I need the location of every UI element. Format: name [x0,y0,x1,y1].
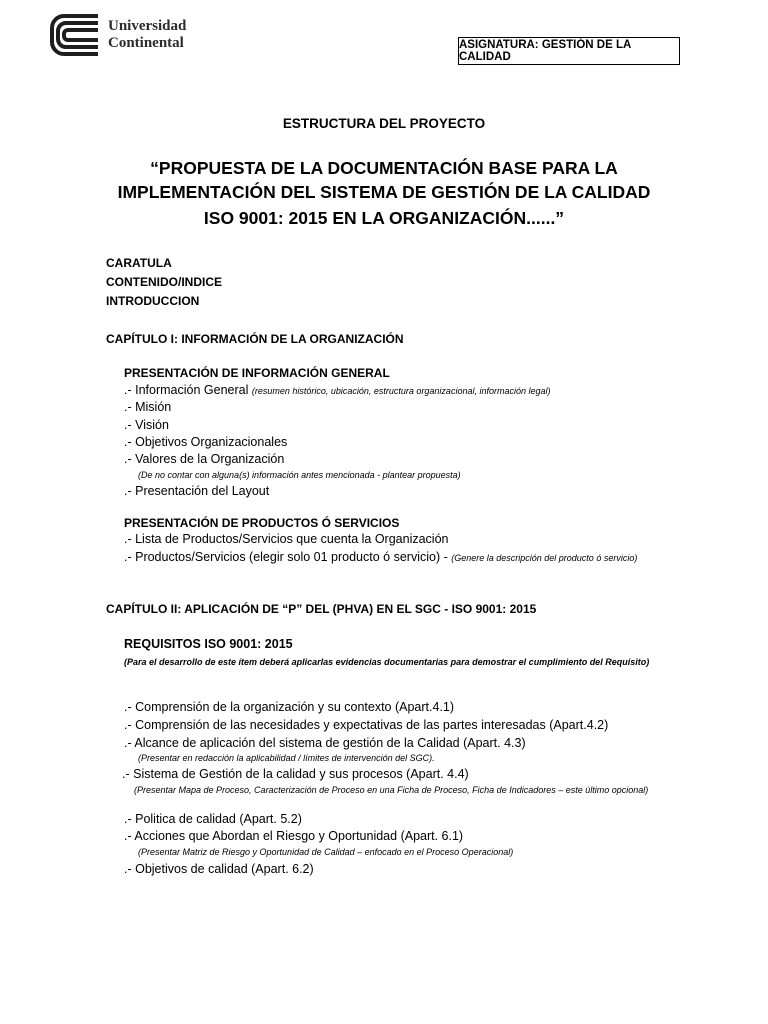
valores-note: (De no contar con alguna(s) información antes mencionada - plantear propuesta) [138,470,461,480]
project-title-line3: ISO 9001: 2015 EN LA ORGANIZACIÓN......” [203,208,565,228]
productos-label: .- Productos/Servicios (elegir solo 01 producto ó servicio) - [124,550,448,564]
info-general-label: .- Información General [124,383,249,397]
riesgo-note: (Presentar Matriz de Riesgo y Oportunidad de Calidad – enfocado en el Proceso Operacional) [138,847,514,857]
list-item-riesgo: .- Acciones que Abordan el Riesgo y Oportunidad (Apart. 6.1) [124,829,464,843]
list-item-politica: .- Politica de calidad (Apart. 5.2) [124,812,302,826]
chapter2-heading: CAPÍTULO II: APLICACIÓN DE “P” DEL (PHVA) EN EL SGC - ISO 9001: 2015 [106,602,537,616]
list-item-partes-interesadas: .- Comprensión de las necesidades y expectativas de las partes interesadas (Apart.4.2) [124,718,609,732]
list-item-info-general [124,383,551,397]
alcance-note: (Presentar en redacción la aplicabilidad / límites de intervención del SGC). [138,753,435,763]
list-item-objetivos: .- Objetivos Organizacionales [124,435,288,449]
front-item-contenido: CONTENIDO/INDICE [106,275,223,289]
university-name-line2: Continental [108,35,184,51]
project-title-line2: IMPLEMENTACIÓN DEL SISTEMA DE GESTIÓN DE LA CALIDAD [117,182,651,202]
list-item-productos [124,550,637,564]
list-item-lista-productos: .- Lista de Productos/Servicios que cuenta la Organización [124,532,449,546]
university-logo-icon [50,12,104,58]
list-item-procesos: .- Sistema de Gestión de la calidad y sus procesos (Apart. 4.4) [122,767,469,781]
list-item-valores: .- Valores de la Organización [124,452,285,466]
list-item-vision: .- Visión [124,418,169,432]
front-item-caratula: CARATULA [106,256,172,270]
list-item-mision: .- Misión [124,400,172,414]
productos-note: (Genere la descripción del producto ó servicio) [451,553,638,563]
list-item-contexto: .- Comprensión de la organización y su contexto (Apart.4.1) [124,700,455,714]
structure-title: ESTRUCTURA DEL PROYECTO [282,116,486,131]
products-heading: PRESENTACIÓN DE PRODUCTOS Ó SERVICIOS [124,516,400,530]
university-name [108,18,186,52]
requirements-note: (Para el desarrollo de este ítem deberá aplicarlas evidencias documentarias para demostrar el cumplimiento del Requisito) [124,657,650,667]
subject-box: ASIGNATURA: GESTIÓN DE LA CALIDAD [458,37,680,65]
front-item-introduccion: INTRODUCCION [106,294,200,308]
university-logo [50,12,200,62]
list-item-layout: .- Presentación del Layout [124,484,270,498]
list-item-objetivos-calidad: .- Objetivos de calidad (Apart. 6.2) [124,862,314,876]
list-item-alcance: .- Alcance de aplicación del sistema de gestión de la Calidad (Apart. 4.3) [124,736,526,750]
project-title-line1: “PROPUESTA DE LA DOCUMENTACIÓN BASE PARA LA [150,158,618,178]
requirements-heading: REQUISITOS ISO 9001: 2015 [124,637,293,651]
info-general-note: (resumen histórico, ubicación, estructura organizacional, información legal) [251,386,551,396]
university-name-line1: Universidad [108,18,187,34]
procesos-note: (Presentar Mapa de Proceso, Caracterización de Proceso en una Ficha de Proceso, Ficha de Indicadores – este último opcional) [134,785,649,795]
general-info-heading: PRESENTACIÓN DE INFORMACIÓN GENERAL [124,366,390,380]
chapter1-heading: CAPÍTULO I: INFORMACIÓN DE LA ORGANIZACIÓN [106,332,404,346]
